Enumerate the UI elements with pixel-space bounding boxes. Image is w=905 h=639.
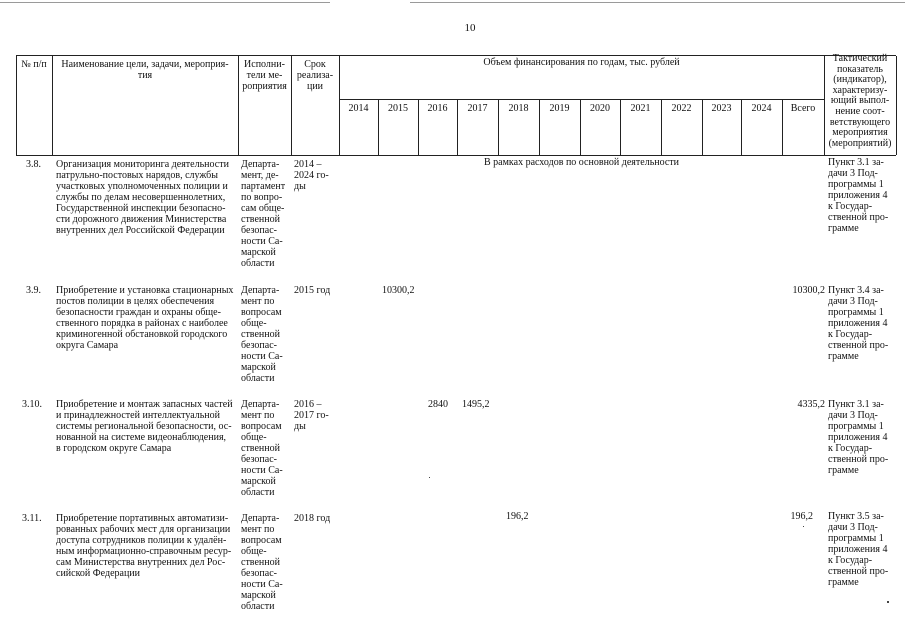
scan-speck	[803, 526, 804, 527]
row-num: 3.9.	[26, 285, 41, 296]
year-header: 2014	[348, 103, 369, 114]
col-border	[16, 56, 17, 155]
col-border	[896, 56, 897, 155]
scan-top-line-right	[410, 2, 905, 3]
year-header: 2021	[630, 103, 651, 114]
scan-top-line-left	[0, 2, 330, 3]
year-header: 2019	[549, 103, 570, 114]
header-indicator: Тактический показатель (индикатор), характеризу- ющий выпол- нение соот- ветствующего мероприятия (мероприятий)	[828, 53, 892, 149]
row-value-2016: 2840	[428, 399, 448, 410]
header-name: Наименование цели, задачи, мероприя- тия	[61, 59, 229, 81]
row-term: 2014 – 2024 го- ды	[294, 159, 329, 192]
row-num: 3.8.	[26, 159, 41, 170]
row-indicator: Пункт 3.1 за- дачи 3 Под- программы 1 приложения 4 к Государ- ственной про- грамме	[828, 399, 889, 476]
header-top-border	[16, 55, 896, 56]
year-header: 2015	[388, 103, 408, 114]
row-value-2015: 10300,2	[382, 285, 415, 296]
year-header: 2016	[427, 103, 448, 114]
row-indicator: Пункт 3.1 за- дачи 3 Под- программы 1 приложения 4 к Государ- ственной про- грамме	[828, 157, 889, 234]
year-header: 2017	[467, 103, 488, 114]
row-funding-note: В рамках расходов по основной деятельности	[483, 157, 680, 168]
year-header: 2018	[508, 103, 529, 114]
row-executor: Департа- мент по вопросам обще- ственной безопас- ности Са- марской области	[241, 513, 283, 612]
row-name: Приобретение и монтаж запасных частей и принадлежностей интеллектуальной системы региональной безопасности, ос- нованной на системе видеонаблюдения, в городском округе Самара	[56, 399, 233, 454]
row-value-2017: 1495,2	[462, 399, 490, 410]
row-total: 4335,2	[797, 399, 825, 410]
year-header: 2020	[590, 103, 610, 114]
row-num: 3.10.	[22, 399, 42, 410]
header-funding: Объем финансирования по годам, тыс. рублей	[483, 57, 680, 68]
row-term: 2016 – 2017 го- ды	[294, 399, 329, 432]
year-header: Всего	[790, 103, 816, 114]
scan-speck	[887, 601, 889, 603]
year-header: 2022	[671, 103, 692, 114]
year-header: 2024	[751, 103, 772, 114]
header-num: № п/п	[21, 59, 47, 70]
row-total: 196,2	[790, 511, 813, 522]
header-bottom-border	[16, 155, 896, 156]
row-executor: Департа- мент по вопросам обще- ственной безопас- ности Са- марской области	[241, 285, 283, 384]
row-total: 10300,2	[792, 285, 825, 296]
header-executor: Исполни- тели ме- роприятия	[242, 59, 287, 92]
row-indicator: Пункт 3.4 за- дачи 3 Под- программы 1 приложения 4 к Государ- ственной про- грамме	[828, 285, 889, 362]
row-name: Приобретение и установка стационарных постов полиции в целях обеспечения безопасности граждан и охраны обще- ственного порядка в районах с наиболее криминогенной обстановкой городского округа Самара	[56, 285, 234, 351]
years-top-border	[339, 99, 824, 100]
page-number: 10	[464, 22, 476, 34]
row-name: Приобретение портативных автоматизи- рованных рабочих мест для организации доступа сотрудников полиции к удалён- ным информационно-справочным ресур- сам Министерства внутренних дел Рос- сийской Федерации	[56, 513, 232, 579]
scan-speck	[429, 477, 430, 478]
row-indicator: Пункт 3.5 за- дачи 3 Под- программы 1 приложения 4 к Государ- ственной про- грамме	[828, 511, 889, 588]
col-border	[52, 56, 53, 155]
row-executor: Департа- мент по вопросам обще- ственной безопас- ности Са- марской области	[241, 399, 283, 498]
header-term: Срок реализа- ции	[296, 59, 334, 92]
year-header: 2023	[711, 103, 732, 114]
row-term: 2015 год	[294, 285, 331, 296]
row-num: 3.11.	[22, 513, 42, 524]
row-executor: Департа- мент, де- партамент по вопро- сам обще- ственной безопас- ности Са- марской области	[241, 159, 286, 269]
row-name: Организация мониторинга деятельности патрульно-постовых нарядов, службы участковых уполномоченных полиции и службы по делам несовершеннолетних, Государственной инспекции безопасно- сти дорожного движения Министерства внутренних дел Российской Федерации	[56, 159, 229, 236]
row-value-2018: 196,2	[506, 511, 529, 522]
row-term: 2018 год	[294, 513, 331, 524]
